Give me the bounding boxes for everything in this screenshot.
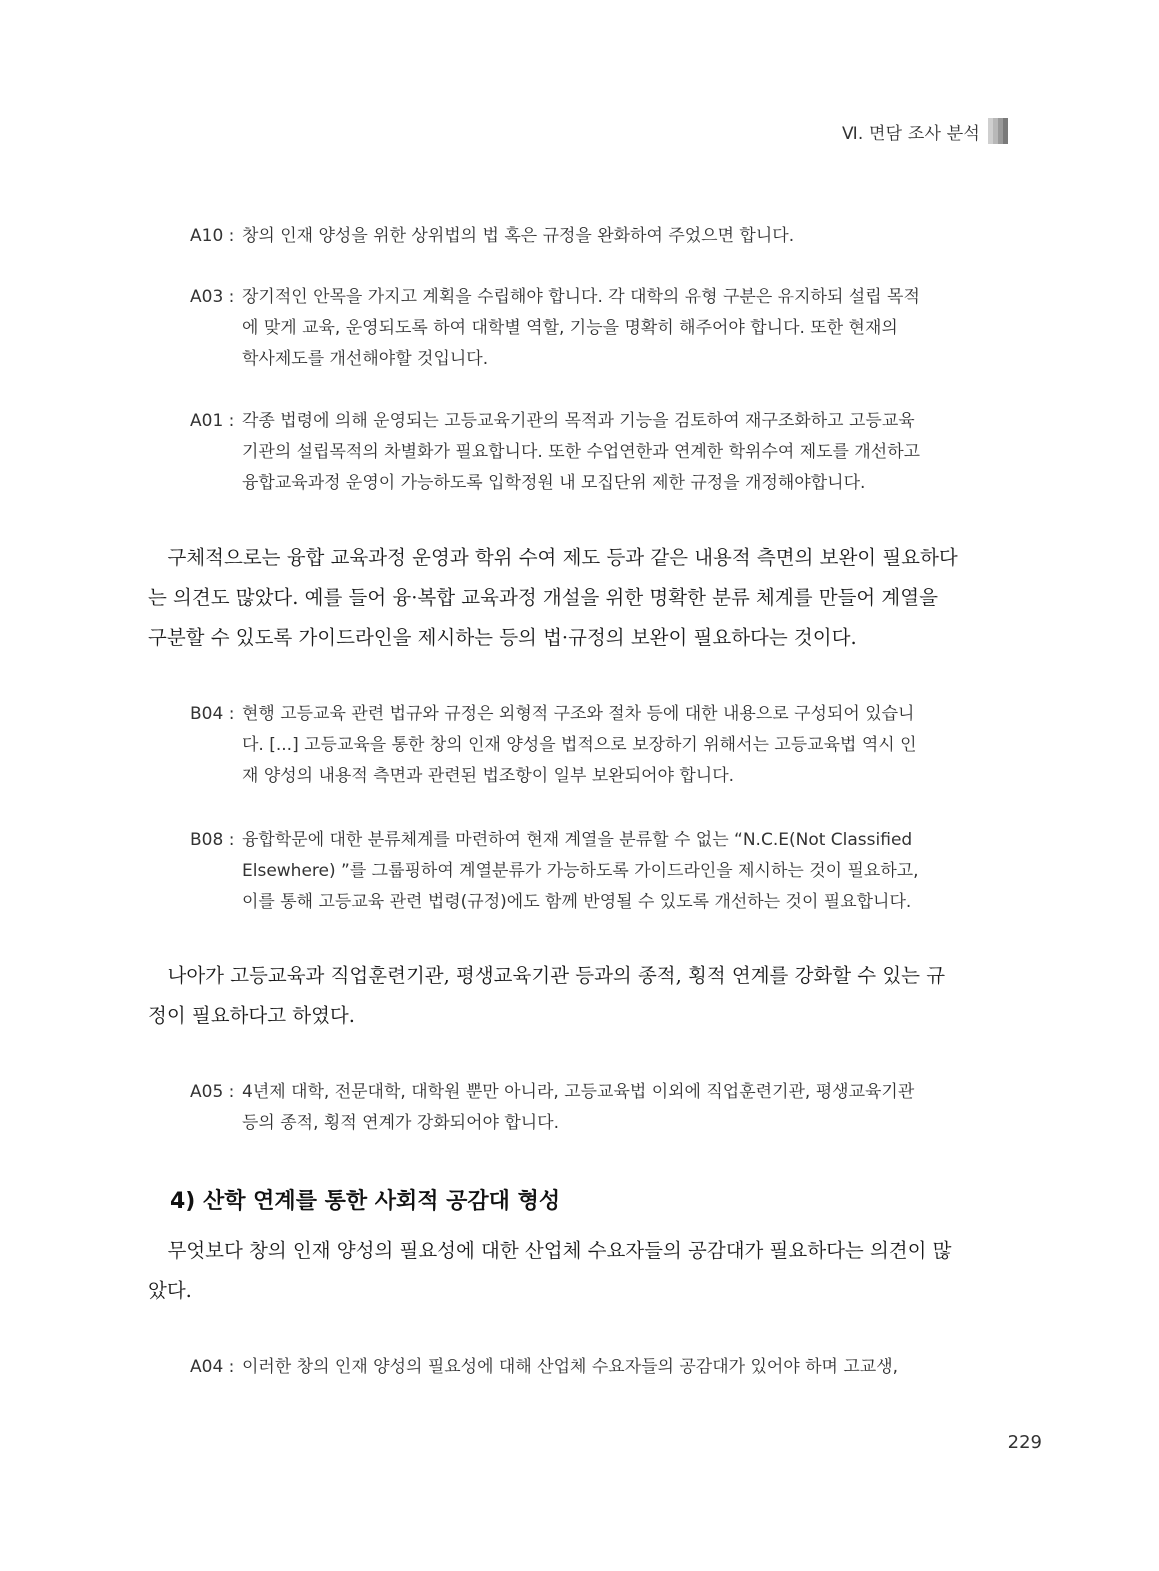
quote-text: 4년제 대학, 전문대학, 대학원 뿐만 아니라, 고등교육법 이외에 직업훈련기관, 평생교육기관 등의 종적, 횡적 연계가 강화되어야 합니다. — [242, 1082, 915, 1133]
quote-speaker-label: B04 : — [190, 704, 240, 724]
quote-text: 각종 법령에 의해 운영되는 고등교육기관의 목적과 기능을 검토하여 재구조화하고 고등교육 기관의 설립목적의 차별화가 필요합니다. 또한 수업연한과 연계한 학위수여 제도를 개선하고 융합교육과정 운영이 가능하도록 입학정원 내 모집단위 제한 규정을 개정해야합니다. — [242, 411, 921, 493]
interview-quote-a03 — [190, 282, 990, 375]
section-heading: 4) 산학 연계를 통한 사회적 공감대 형성 — [170, 1189, 561, 1214]
body-paragraph-2: 나아가 고등교육과 직업훈련기관, 평생교육기관 등과의 종적, 횡적 연계를 강화할 수 있는 규 정이 필요하다고 하였다. — [148, 964, 946, 1027]
interview-quote-a05 — [190, 1077, 990, 1139]
interview-quote-a01 — [190, 406, 990, 499]
interview-quote-b08 — [190, 825, 990, 918]
quote-speaker-label: A01 : — [190, 411, 240, 431]
interview-quote-a04 — [190, 1352, 990, 1383]
chapter-title: Ⅵ. 면담 조사 분석 — [841, 123, 980, 144]
quote-text: 융합학문에 대한 분류체계를 마련하여 현재 계열을 분류할 수 없는 “N.C.E(Not Classified Elsewhere) ”를 그룹핑하여 계열분류가 가능하도록 가이드라인을 제시하는 것이 필요하고, 이를 통해 고등교육 관련 법령(규정)에도 함께 반영될 수 있도록 개선하는 것이 필요합니다. — [242, 830, 919, 912]
quote-text: 장기적인 안목을 가지고 계획을 수립해야 합니다. 각 대학의 유형 구분은 유지하되 설립 목적 에 맞게 교육, 운영되도록 하여 대학별 역할, 기능을 명확히 해주어야 합니다. 또한 현재의 학사제도를 개선해야할 것입니다. — [242, 287, 920, 369]
quote-speaker-label: A04 : — [190, 1357, 240, 1377]
quote-text: 이러한 창의 인재 양성의 필요성에 대해 산업체 수요자들의 공감대가 있어야 하며 고교생, — [242, 1357, 899, 1377]
quote-text: 창의 인재 양성을 위한 상위법의 법 혹은 규정을 완화하여 주었으면 합니다. — [242, 226, 795, 246]
body-paragraph-3: 무엇보다 창의 인재 양성의 필요성에 대한 산업체 수요자들의 공감대가 필요하다는 의견이 많 았다. — [148, 1239, 952, 1302]
quote-speaker-label: A03 : — [190, 287, 240, 307]
quote-text: 현행 고등교육 관련 법규와 규정은 외형적 구조와 절차 등에 대한 내용으로 구성되어 있습니 다. [...] 고등교육을 통한 창의 인재 양성을 법적으로 보장하기 위해서는 고등교육법 역시 인 재 양성의 내용적 측면과 관련된 법조항이 일부 보완되어야 합니다. — [242, 704, 917, 786]
running-header — [842, 118, 1008, 144]
body-paragraph-1: 구체적으로는 융합 교육과정 운영과 학위 수여 제도 등과 같은 내용적 측면의 보완이 필요하다 는 의견도 많았다. 예를 들어 융·복합 교육과정 개설을 위한 명확한 분류 체계를 만들어 계열을 구분할 수 있도록 가이드라인을 제시하는 등의 법·규정의 보완이 필요하다는 것이다. — [148, 546, 958, 649]
header-marker-bar — [988, 118, 1008, 144]
quote-speaker-label: A05 : — [190, 1082, 240, 1102]
quote-speaker-label: A10 : — [190, 226, 240, 246]
quote-speaker-label: B08 : — [190, 830, 240, 850]
page-number: 229 — [1007, 1432, 1042, 1453]
interview-quote-a10 — [190, 221, 990, 252]
interview-quote-b04 — [190, 699, 990, 792]
